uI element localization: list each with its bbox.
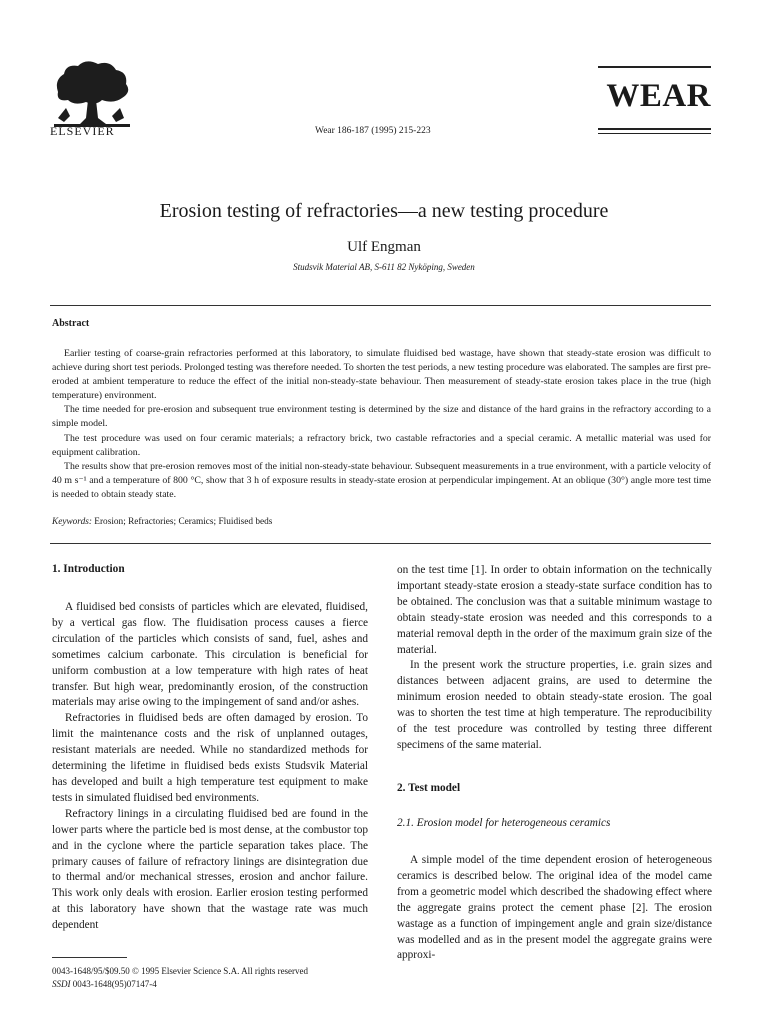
keywords-list: Erosion; Refractories; Ceramics; Fluidised beds bbox=[91, 517, 273, 527]
journal-rule-top bbox=[598, 66, 711, 68]
body-paragraph: In the present work the structure properties, i.e. grain sizes and distances between adjacent grains, are used to determine the minimum erosion needed to obtain steady-state erosion. The goal was to shorten the test time at high temperature. The reproducibility of the test procedure was controlled by testing three different specimens of the same material. bbox=[397, 659, 712, 751]
article-title: Erosion testing of refractories—a new testing procedure bbox=[159, 200, 609, 222]
copyright-footnote bbox=[52, 965, 308, 991]
divider bbox=[50, 305, 711, 306]
abstract-paragraph: The test procedure was used on four ceramic materials; a refractory brick, two castable refractories and a special ceramic. A metallic material was used for equipment calibration. bbox=[52, 432, 711, 458]
elsevier-tree-logo bbox=[52, 58, 132, 128]
divider bbox=[50, 543, 711, 544]
copyright-line: 0043-1648/95/$09.50 © 1995 Elsevier Science S.A. All rights reserved bbox=[52, 966, 309, 976]
body-paragraph: Refractories in fluidised beds are often damaged by erosion. To limit the maintenance costs and the risk of unplanned outages, resistant materials are needed. While no standardized methods for determining the lifetime in fluidised beds exists Studsvik Material has developed and built a high temperature test equipment to make tests in simulated fluidised bed environments. bbox=[52, 712, 368, 804]
footnote-rule bbox=[52, 957, 127, 958]
ssdi-line bbox=[52, 978, 308, 991]
erosion-model-text bbox=[397, 853, 712, 964]
abstract-body bbox=[52, 347, 711, 502]
keywords bbox=[52, 517, 272, 527]
ssdi-number: 0043-1648(95)07147-4 bbox=[70, 979, 157, 989]
author-name: Ulf Engman bbox=[347, 239, 421, 255]
keywords-label: Keywords: bbox=[52, 517, 92, 527]
body-paragraph: A fluidised bed consists of particles which are elevated, fluidised, by a vertical gas flow. The fluidisation process causes a fierce circulation of the particles which consists of sand, fuel, ashes and sometimes calcium carbonate. This circulation is beneficial for uniform combustion at a low temperature with high rates of heat transfer. But high wear, predominantly erosion, of the construction materials may arise owing to the impingement of sand and/or ashes. bbox=[52, 601, 368, 709]
body-paragraph: Refractory linings in a circulating fluidised bed are found in the lower parts where the particle bed is most dense, at the combustor top and in the cyclone where the particle separation takes place. The primary causes of failure of refractory linings are disintegration due to thermal and/or mechanical stresses, erosion and anchor failure. This work only deals with erosion. Earlier erosion testing performed at this laboratory have shown that the wastage rate was much dependent bbox=[52, 807, 368, 932]
journal-name: WEAR bbox=[606, 78, 711, 114]
abstract-paragraph: The results show that pre-erosion removes most of the initial non-steady-state behaviour. Subsequent measurements in a true environment, with a particle velocity of 40 m s⁻¹ and a temperature of 800 °C, show that 3 h of exposure results in steady-state erosion at perpendicular impingement. At an oblique (30°) angle more test time is needed to obtain steady state. bbox=[52, 460, 711, 500]
publisher-name: ELSEVIER bbox=[50, 124, 115, 138]
abstract-paragraph: The time needed for pre-erosion and subsequent true environment testing is determined by the size and distance of the hard grains in the refractory according to a simple model. bbox=[52, 404, 711, 430]
subsection-heading-erosion-model: 2.1. Erosion model for heterogeneous ceramics bbox=[397, 817, 611, 829]
introduction-text bbox=[52, 600, 368, 934]
journal-citation: Wear 186-187 (1995) 215-223 bbox=[315, 126, 431, 136]
journal-rule-bottom-thin bbox=[598, 133, 711, 134]
author-affiliation: Studsvik Material AB, S-611 82 Nyköping, Sweden bbox=[293, 262, 475, 272]
section-heading-test-model: 2. Test model bbox=[397, 782, 461, 794]
abstract-paragraph: Earlier testing of coarse-grain refractories performed at this laboratory, to simulate fluidised bed wastage, have shown that steady-state erosion was difficult to achieve during short test periods. Prolonged testing was therefore needed. To shorten the test periods, a new testing procedure was elaborated. The samples are first pre-eroded at ambient temperature to reduce the effect of the initial non-steady-state behaviour. Then measurement of steady-state erosion takes place in the true (high temperature) environment. bbox=[52, 348, 711, 402]
body-paragraph: A simple model of the time dependent erosion of heterogeneous ceramics is described below. The original idea of the model came from a geometric model which described the shadowing effect where the aggregate grains protect the cement phase [2]. The erosion wastage as a function of impingement angle and grain size/distance was modelled and as in the present model the aggregate grains were approxi- bbox=[397, 854, 712, 962]
ssdi-label: SSDI bbox=[52, 979, 71, 989]
journal-rule-bottom bbox=[598, 128, 711, 130]
section-heading-introduction: 1. Introduction bbox=[52, 563, 125, 575]
abstract-heading: Abstract bbox=[52, 318, 90, 329]
introduction-text-continued bbox=[397, 563, 712, 754]
body-paragraph: on the test time [1]. In order to obtain information on the technically important steady-state erosion a steady-state surface condition has to be obtained. The conclusion was that a suitable minimum wastage to obtain steady-state erosion was needed and this corresponds to a material removal depth in the order of the maximum grain size of the material. bbox=[397, 564, 712, 656]
